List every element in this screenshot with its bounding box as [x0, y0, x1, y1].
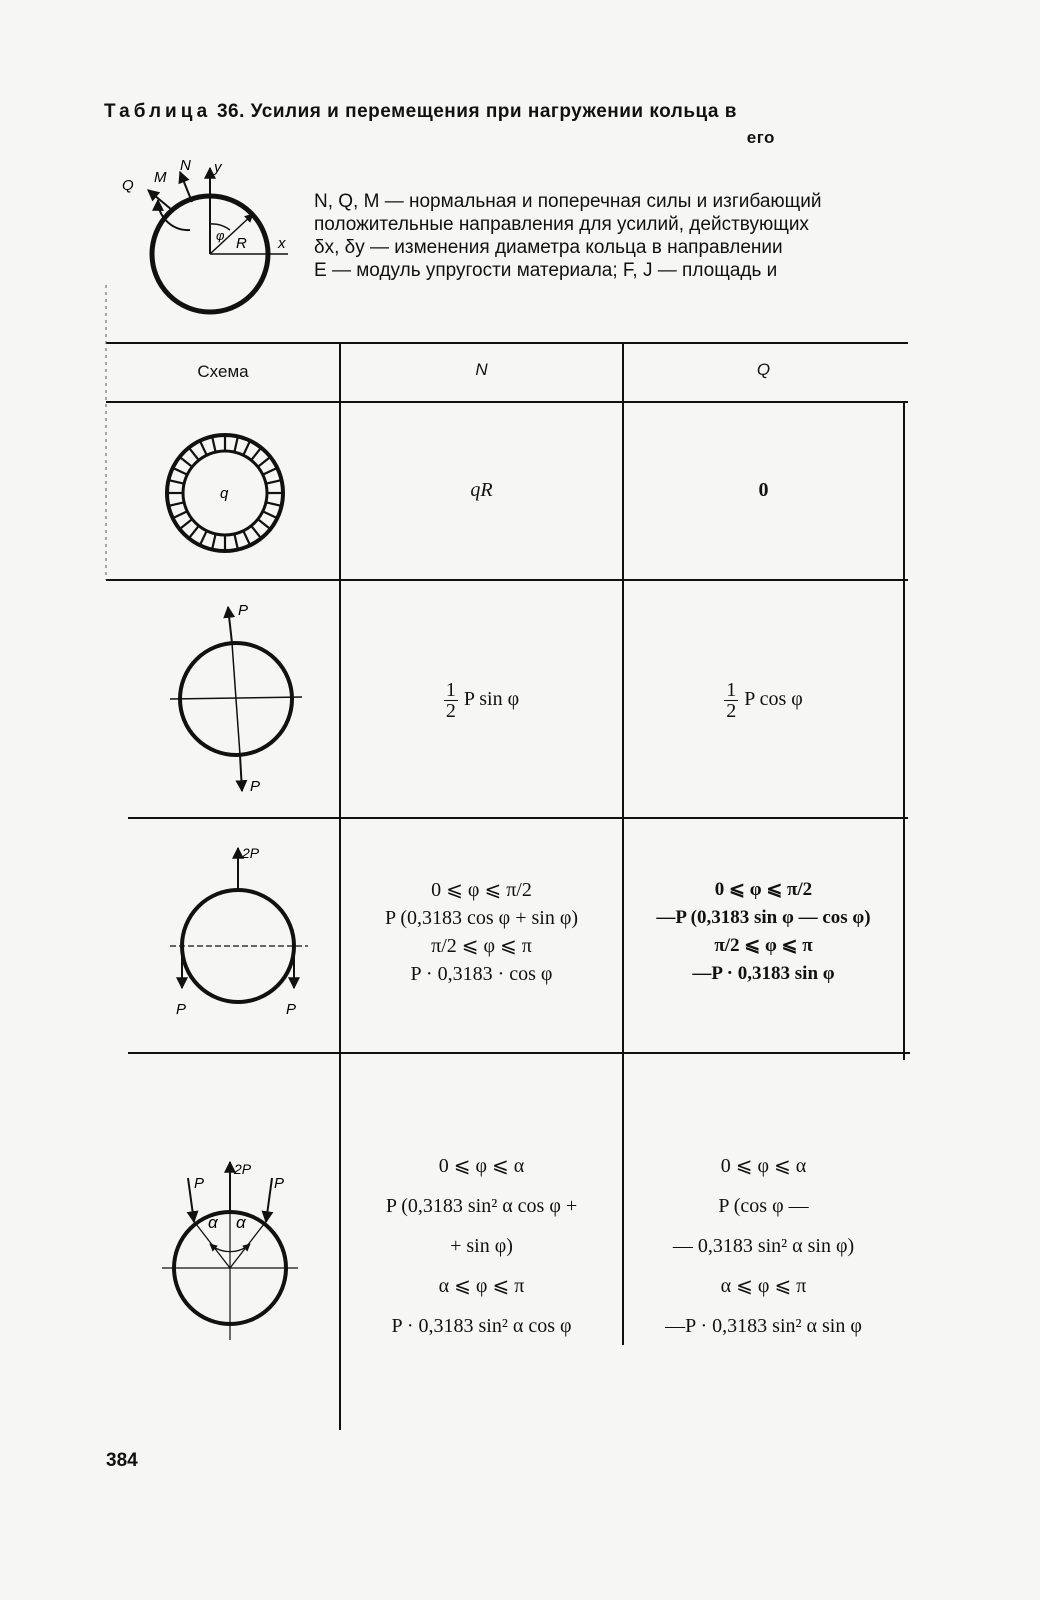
- table-title-label: Таблица: [104, 101, 212, 122]
- force-label-bottom: P: [250, 778, 261, 795]
- pressure-hatch-line: [267, 480, 281, 483]
- pressure-hatch-line: [180, 520, 191, 529]
- phi-label: φ: [216, 228, 225, 243]
- formula-line: α ⩽ φ ⩽ π: [438, 1275, 525, 1297]
- x-label: x: [278, 235, 286, 252]
- force-label-top: 2P: [234, 1161, 252, 1177]
- row1-q: 0: [758, 479, 769, 501]
- schema-three-forces: [160, 838, 320, 1028]
- row2-n: [340, 680, 623, 721]
- formula-line: P · 0,3183 · cos φ: [410, 963, 553, 985]
- pressure-hatch-line: [235, 437, 238, 451]
- formula-line: — 0,3183 sin² α sin φ): [672, 1235, 855, 1257]
- force-label-top: 2P: [242, 845, 260, 861]
- fraction-numerator: 1: [445, 679, 456, 701]
- formula-line: π/2 ⩽ φ ⩽ π: [714, 935, 813, 956]
- force-arrow-up: [228, 607, 232, 643]
- pressure-hatch-line: [259, 520, 270, 529]
- schema-angle-forces: [160, 1150, 320, 1360]
- legend-line: N, Q, M — нормальная и поперечная силы и изгибающий: [314, 191, 822, 212]
- row2-q: [623, 680, 904, 721]
- pressure-hatch-line: [212, 437, 215, 451]
- formula-line: P (0,3183 sin² α cos φ +: [385, 1195, 578, 1217]
- row4-q: [623, 1146, 904, 1346]
- legend-line: δx, δy — изменения диаметра кольца в направлении: [314, 237, 783, 258]
- fraction: [444, 680, 458, 721]
- force-label-left: P: [176, 1001, 187, 1018]
- row3-q: [623, 876, 904, 988]
- row3-n: [340, 876, 623, 988]
- alpha-label-right: α: [236, 1213, 246, 1232]
- fraction-denominator: 2: [445, 700, 456, 722]
- page-number: 384: [106, 1450, 138, 1471]
- pressure-hatch-line: [169, 480, 183, 483]
- expression: P sin φ: [463, 688, 520, 711]
- fraction-denominator: 2: [726, 700, 737, 722]
- formula-line: —P · 0,3183 sin φ: [692, 963, 835, 984]
- pressure-hatch-line: [180, 458, 191, 467]
- force-arrow-down: [240, 755, 242, 791]
- formula-line: + sin φ): [450, 1235, 513, 1257]
- formula-line: P (0,3183 cos φ + sin φ): [384, 907, 579, 929]
- formula-line: π/2 ⩽ φ ⩽ π: [431, 935, 532, 957]
- vertical-axis: [232, 643, 240, 755]
- table-title-text: 36. Усилия и перемещения при нагружении кольца в: [216, 101, 737, 122]
- pressure-hatch-line: [212, 535, 215, 549]
- force-label-top: P: [238, 602, 249, 619]
- expression: P cos φ: [744, 688, 803, 711]
- schema-two-forces: [160, 595, 310, 805]
- pressure-hatch-line: [169, 503, 183, 506]
- pressure-hatch-line: [244, 532, 250, 545]
- pressure-hatch-line: [174, 468, 187, 474]
- table-title-tail: его: [746, 128, 775, 147]
- row1-n: qR: [470, 479, 493, 501]
- pressure-hatch-line: [235, 535, 238, 549]
- formula-line: 0 ⩽ φ ⩽ α: [720, 1155, 807, 1177]
- pressure-hatch-line: [267, 503, 281, 506]
- pressure-hatch-line: [252, 527, 261, 538]
- row4-n: [340, 1146, 623, 1346]
- legend-line: E — модуль упругости материала; F, J — площадь и: [314, 260, 778, 281]
- pressure-hatch-line: [259, 458, 270, 467]
- y-label: y: [214, 159, 222, 176]
- formula-line: —P (0,3183 sin φ — cos φ): [656, 907, 871, 928]
- q-label: Q: [122, 177, 134, 194]
- force-label-left: P: [194, 1175, 205, 1192]
- pressure-hatch-line: [174, 512, 187, 518]
- schema-uniform-pressure: [160, 428, 290, 558]
- legend-line: положительные направления для усилий, действующих: [314, 214, 809, 235]
- m-label: M: [154, 169, 167, 186]
- force-label-right: P: [286, 1001, 297, 1018]
- formula-line: α ⩽ φ ⩽ π: [720, 1275, 807, 1297]
- pressure-hatch-line: [190, 448, 199, 459]
- n-label: N: [180, 157, 191, 174]
- header-q: Q: [756, 360, 771, 379]
- fraction-numerator: 1: [726, 679, 737, 701]
- force-label-right: P: [274, 1175, 285, 1192]
- pressure-hatch-line: [200, 532, 206, 545]
- pressure-hatch-line: [190, 527, 199, 538]
- formula-line: 0 ⩽ φ ⩽ π/2: [714, 879, 813, 900]
- formula-line: P · 0,3183 sin² α cos φ: [391, 1315, 572, 1337]
- header-schema: Схема: [197, 362, 249, 381]
- alpha-label-left: α: [208, 1213, 218, 1232]
- formula-line: P (cos φ —: [718, 1195, 809, 1217]
- formula-line: —P · 0,3183 sin² α sin φ: [665, 1315, 862, 1337]
- force-arrow-right: [266, 1178, 272, 1222]
- pressure-hatch-line: [200, 442, 206, 455]
- pressure-hatch-line: [244, 442, 250, 455]
- formula-line: 0 ⩽ φ ⩽ α: [438, 1155, 525, 1177]
- header-n: N: [475, 360, 488, 379]
- fraction: [724, 680, 738, 721]
- r-label: R: [236, 235, 247, 252]
- pressure-hatch-line: [252, 448, 261, 459]
- formula-line: 0 ⩽ φ ⩽ π/2: [431, 879, 532, 901]
- pressure-hatch-line: [264, 468, 277, 474]
- pressure-hatch-line: [264, 512, 277, 518]
- q-load-label: q: [220, 485, 229, 502]
